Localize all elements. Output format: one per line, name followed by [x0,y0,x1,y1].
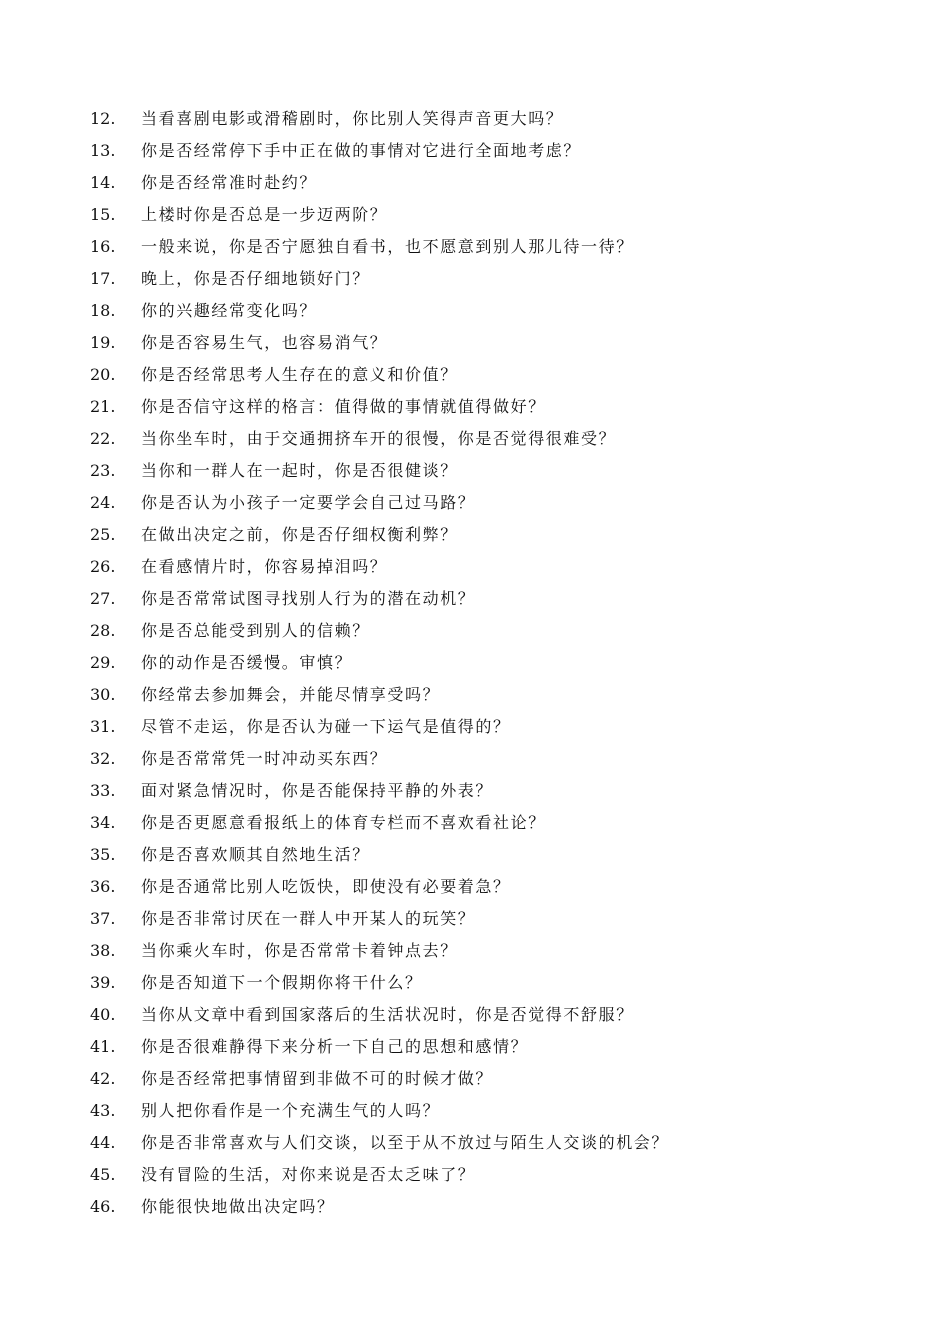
question-item [90,135,669,167]
question-list [90,103,669,1223]
question-text: 上楼时你是否总是一步迈两阶？ [141,205,388,224]
question-item [90,1031,669,1063]
question-text: 你是否知道下一个假期你将干什么？ [141,973,423,992]
question-number: 18. [90,301,116,320]
question-text: 你是否经常把事情留到非做不可的时候才做？ [141,1069,494,1088]
question-number: 37. [90,909,116,928]
question-text: 当你乘火车时，你是否常常卡着钟点去？ [141,941,458,960]
question-number: 21. [90,397,116,416]
question-number: 35. [90,845,116,864]
question-item [90,935,669,967]
question-number: 32. [90,749,116,768]
question-item [90,839,669,871]
question-number: 20. [90,365,116,384]
question-item [90,903,669,935]
question-text: 一般来说，你是否宁愿独自看书，也不愿意到别人那儿待一待？ [141,237,634,256]
question-text: 当你和一群人在一起时，你是否很健谈？ [141,461,458,480]
question-text: 你是否很难静得下来分析一下自己的思想和感情？ [141,1037,529,1056]
question-item [90,679,669,711]
question-number: 41. [90,1037,116,1056]
question-item [90,263,669,295]
question-number: 27. [90,589,116,608]
question-text: 你是否非常讨厌在一群人中开某人的玩笑？ [141,909,476,928]
question-text: 没有冒险的生活，对你来说是否太乏味了？ [141,1165,476,1184]
question-text: 在看感情片时，你容易掉泪吗？ [141,557,388,576]
question-text: 你是否常常试图寻找别人行为的潜在动机？ [141,589,476,608]
question-number: 36. [90,877,116,896]
question-item [90,199,669,231]
question-text: 面对紧急情况时，你是否能保持平静的外表？ [141,781,494,800]
question-item [90,775,669,807]
question-item [90,743,669,775]
question-text: 你是否非常喜欢与人们交谈，以至于从不放过与陌生人交谈的机会？ [141,1133,670,1152]
question-number: 31. [90,717,116,736]
question-number: 40. [90,1005,116,1024]
question-number: 38. [90,941,116,960]
question-text: 当你从文章中看到国家落后的生活状况时，你是否觉得不舒服？ [141,1005,634,1024]
question-item [90,103,669,135]
question-number: 30. [90,685,116,704]
question-text: 尽管不走运，你是否认为碰一下运气是值得的？ [141,717,511,736]
question-number: 33. [90,781,116,800]
question-number: 42. [90,1069,116,1088]
question-text: 你经常去参加舞会，并能尽情享受吗？ [141,685,441,704]
question-text: 你是否喜欢顺其自然地生活？ [141,845,370,864]
question-text: 你是否更愿意看报纸上的体育专栏而不喜欢看社论？ [141,813,546,832]
question-item [90,519,669,551]
question-item [90,487,669,519]
question-number: 45. [90,1165,116,1184]
question-item [90,647,669,679]
question-number: 29. [90,653,116,672]
question-text: 你能很快地做出决定吗？ [141,1197,335,1216]
question-number: 13. [90,141,116,160]
question-item [90,583,669,615]
question-text: 你是否经常停下手中正在做的事情对它进行全面地考虑？ [141,141,582,160]
question-item [90,391,669,423]
question-item [90,231,669,263]
question-item [90,551,669,583]
question-item [90,967,669,999]
question-text: 你是否经常思考人生存在的意义和价值？ [141,365,458,384]
question-number: 25. [90,525,116,544]
question-text: 你是否常常凭一时冲动买东西？ [141,749,388,768]
question-item [90,455,669,487]
question-text: 你的动作是否缓慢。审慎？ [141,653,353,672]
question-number: 44. [90,1133,116,1152]
question-text: 你是否经常准时赴约？ [141,173,318,192]
question-item [90,807,669,839]
question-number: 46. [90,1197,116,1216]
question-number: 24. [90,493,116,512]
question-text: 当你坐车时，由于交通拥挤车开的很慢，你是否觉得很难受？ [141,429,617,448]
question-text: 你是否通常比别人吃饭快，即使没有必要着急？ [141,877,511,896]
question-item [90,1063,669,1095]
question-item [90,1159,669,1191]
question-item [90,423,669,455]
question-number: 15. [90,205,116,224]
question-number: 12. [90,109,116,128]
question-item [90,295,669,327]
question-number: 26. [90,557,116,576]
question-number: 43. [90,1101,116,1120]
question-item [90,615,669,647]
question-text: 你是否信守这样的格言：值得做的事情就值得做好？ [141,397,546,416]
question-item [90,999,669,1031]
question-text: 你的兴趣经常变化吗？ [141,301,318,320]
question-item [90,1095,669,1127]
question-item [90,1191,669,1223]
question-item [90,359,669,391]
question-number: 16. [90,237,116,256]
question-item [90,167,669,199]
question-number: 28. [90,621,116,640]
question-number: 23. [90,461,116,480]
question-item [90,1127,669,1159]
question-text: 你是否容易生气，也容易消气？ [141,333,388,352]
question-number: 19. [90,333,116,352]
question-number: 14. [90,173,116,192]
question-item [90,871,669,903]
question-text: 晚上，你是否仔细地锁好门？ [141,269,370,288]
question-text: 你是否认为小孩子一定要学会自己过马路？ [141,493,476,512]
question-number: 34. [90,813,116,832]
question-text: 当看喜剧电影或滑稽剧时，你比别人笑得声音更大吗？ [141,109,564,128]
question-text: 在做出决定之前，你是否仔细权衡利弊？ [141,525,458,544]
question-text: 别人把你看作是一个充满生气的人吗？ [141,1101,441,1120]
question-text: 你是否总能受到别人的信赖？ [141,621,370,640]
question-number: 22. [90,429,116,448]
question-number: 17. [90,269,116,288]
question-number: 39. [90,973,116,992]
question-item [90,327,669,359]
question-item [90,711,669,743]
